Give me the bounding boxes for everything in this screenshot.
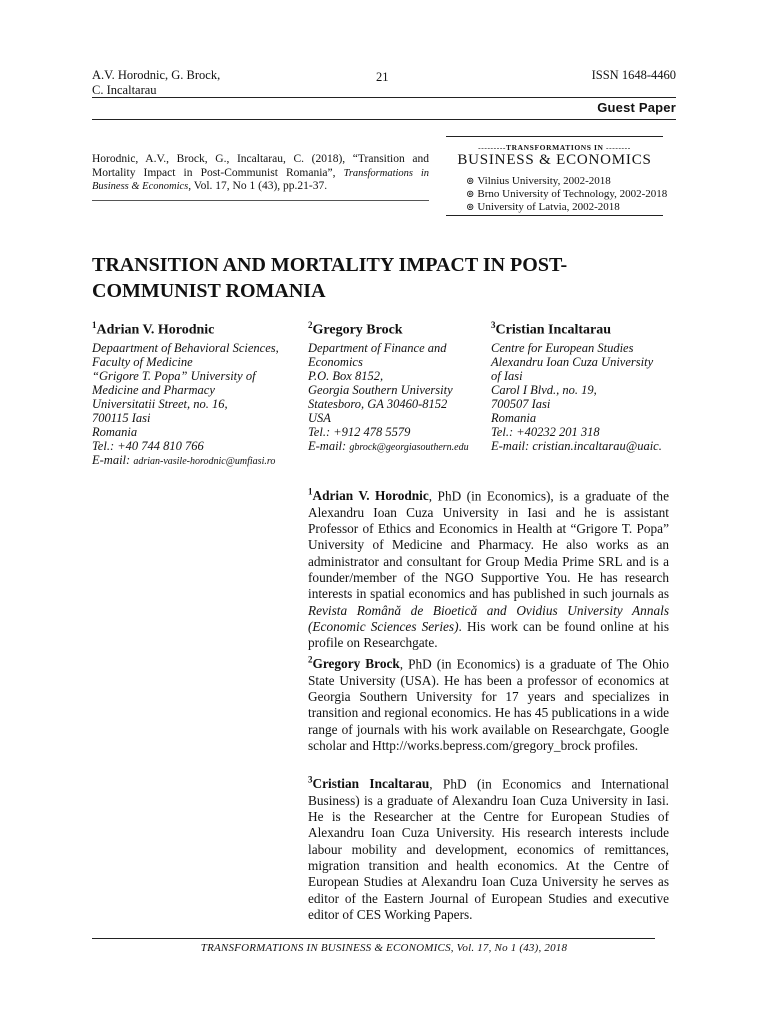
- citation-text: Horodnic, A.V., Brock, G., Incaltarau, C. (2018), “Transition and Mortality Impact in Post-Communist Romania”,: [92, 153, 429, 179]
- author-1-block: [92, 318, 302, 469]
- institution-item: ⊚ Brno University of Technology, 2002-2018: [466, 188, 668, 200]
- issn: ISSN 1648-4460: [591, 68, 676, 82]
- author-2-block: [308, 318, 488, 455]
- footer-journal: TRANSFORMATIONS IN BUSINESS & ECONOMICS: [200, 942, 451, 954]
- author-1-line: Faculty of Medicine: [92, 354, 193, 369]
- author-3-line: 700507 Iasi: [491, 396, 551, 411]
- institution-list: [466, 175, 667, 214]
- author-2-name: $^2$Gregory Brock: [308, 320, 403, 338]
- author-3-name: $^3$Cristian Incaltarau: [491, 320, 611, 338]
- citation: [92, 153, 429, 194]
- journal-small-title: ---------TRANSFORMATIONS IN --------: [478, 143, 631, 152]
- author-1-line: Tel.: +40 744 810 766: [92, 438, 204, 453]
- journal-box-bottom-rule: [446, 215, 663, 216]
- author-1-line: 700115 Iasi: [92, 410, 151, 425]
- institution-item: ⊚ Vilnius University, 2002-2018: [466, 175, 611, 187]
- bio-1-name: $^1$Adrian V. Horodnic: [308, 487, 429, 504]
- bio-1-text-end: . His work can be found online at his profile on Researchgate.: [308, 618, 669, 651]
- bio-1: [308, 484, 669, 651]
- author-2-line: Economics: [308, 354, 363, 369]
- bullet-icon: ⊚: [466, 176, 475, 187]
- author-1-line: Depaartment of Behavioral Sciences,: [92, 340, 279, 355]
- author-1-line: Medicine and Pharmacy: [92, 382, 215, 397]
- author-1-email: E-mail: adrian-vasile-horodnic@umfiasi.ro: [92, 452, 276, 467]
- author-2-line: USA: [308, 410, 331, 425]
- bullet-icon: ⊚: [466, 202, 475, 213]
- bio-2-text: , PhD (in Economics) is a graduate of The Ohio State University (USA). He has been a professor of economics at Georgia Southern University for 17 years and specializes in transition and regional economics. He has 45 publications in a wide range of journals with his work available on Researchgate, Google scholar and Http://works.bepress.com/gregory_brock profiles.: [308, 656, 669, 753]
- author-2-line: Department of Finance and: [308, 340, 447, 355]
- author-2-line: Tel.: +912 478 5579: [308, 424, 411, 439]
- bio-1-journals: Revista Română de Bioetică and Ovidius University Annals (Economic Sciences Series): [308, 602, 669, 634]
- bullet-icon: ⊚: [466, 189, 475, 200]
- header-authors-line2: C. Incaltarau: [92, 83, 157, 97]
- author-2-line: Statesboro, GA 30460-8152: [308, 396, 448, 411]
- bio-3-text: , PhD (in Economics and International Business) is a graduate of Alexandru Ioan Cuza University in Iasi. He is the Researcher at the Centre for European Studies of Alexandru Ioan Cuza University. His research interests include labour mobility and development, economics of remittances, migration transition and health economics. At the Centre of European Studies at Alexandru Ioan Cuza University he serves as editor of the Eastern Journal of European Studies and executive editor of CES Working Papers.: [308, 776, 670, 922]
- author-1-line: “Grigore T. Popa” University of: [92, 368, 256, 383]
- footer-rule: [92, 938, 655, 939]
- bio-3: [308, 772, 669, 923]
- author-1-line: Universitatii Street, no. 16,: [92, 396, 228, 411]
- footer-details: , Vol. 17, No 1 (43), 2018: [450, 942, 568, 954]
- article-title-line2: COMMUNIST ROMANIA: [92, 280, 326, 302]
- footer: [92, 942, 676, 954]
- citation-rule: [92, 200, 429, 201]
- citation-journal: Transformations in Business & Economics: [92, 167, 430, 192]
- journal-box-top-rule: [446, 136, 663, 137]
- header-authors-line1: A.V. Horodnic, G. Brock,: [92, 68, 221, 82]
- author-2-line: P.O. Box 8152,: [308, 368, 384, 383]
- author-2-email: E-mail: gbrock@georgiasouthern.edu: [308, 438, 469, 453]
- author-3-line: Carol I Blvd., no. 19,: [491, 382, 597, 397]
- citation-details: , Vol. 17, No 1 (43), pp.21-37.: [188, 180, 328, 192]
- institution-item: ⊚ University of Latvia, 2002-2018: [466, 201, 620, 213]
- page-number: 21: [376, 70, 389, 84]
- section-label: Guest Paper: [597, 100, 676, 115]
- author-3-line: Tel.: +40232 201 318: [491, 424, 600, 439]
- bio-1-text: , PhD (in Economics), is a graduate of the Alexandru Ioan Cuza University in Iasi and he is assistant Professor of Ethics and Economics in Health at “Grigore T. Popa” University of Medicine and Pharmacy. He also works as an administrator and consultant for Group Media Prime SRL and is a founder/member of the NGO Supportive You. He has research interests in spatial economics and has published in such journals as: [308, 488, 669, 602]
- author-3-line: Centre for European Studies: [491, 340, 634, 355]
- author-3-line: Romania: [491, 410, 537, 425]
- header-rule: [92, 97, 676, 98]
- author-2-line: Georgia Southern University: [308, 382, 453, 397]
- article-title: [92, 252, 676, 304]
- author-1-line: Romania: [92, 424, 138, 439]
- author-1-name: $^1$Adrian V. Horodnic: [92, 320, 215, 338]
- author-3-block: [491, 318, 676, 453]
- article-title-line1: TRANSITION AND MORTALITY IMPACT IN POST-: [92, 254, 568, 276]
- journal-big-title: BUSINESS & ECONOMICS: [457, 152, 652, 168]
- bio-2: [308, 652, 669, 754]
- bio-2-name: $^2$Gregory Brock: [308, 655, 400, 672]
- section-rule: [92, 119, 676, 120]
- header-authors: [92, 68, 220, 98]
- author-3-line: of Iasi: [491, 368, 523, 383]
- author-3-email: E-mail: cristian.incaltarau@uaic.: [491, 438, 662, 453]
- bio-3-name: $^3$Cristian Incaltarau: [308, 775, 430, 792]
- author-3-line: Alexandru Ioan Cuza University: [491, 354, 654, 369]
